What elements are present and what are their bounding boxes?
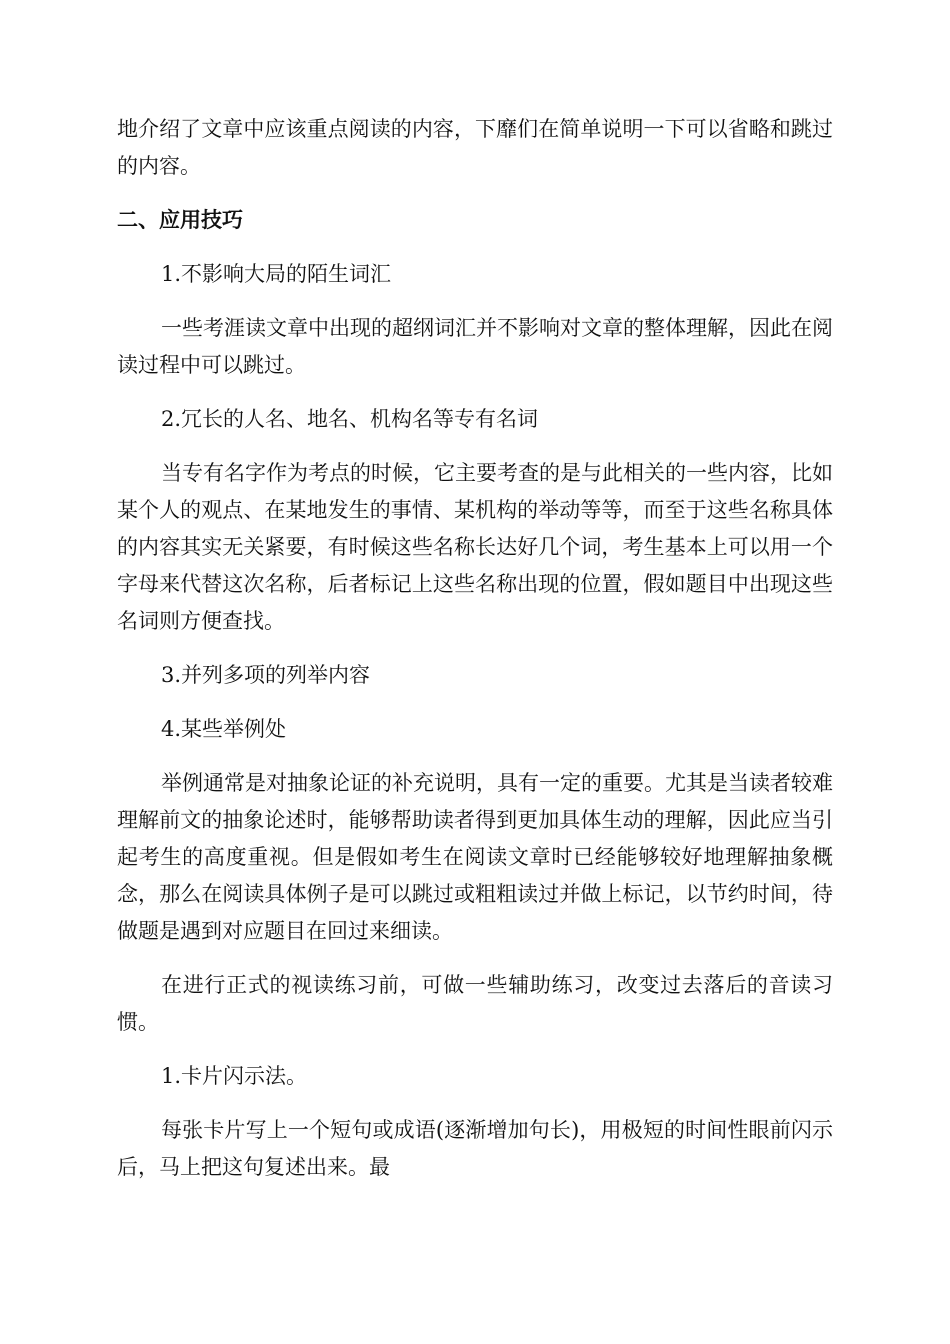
body-paragraph: 一些考涯读文章中出现的超纲词汇并不影响对文章的整体理解，因此在阅读过程中可以跳过。 (117, 316, 833, 377)
body-paragraph: 当专有名字作为考点的时候，它主要考查的是与此相关的一些内容，比如某个人的观点、在某地发生的事情、某机构的举动等等，而至于这些名称具体的内容其实无关紧要，有时候这些名称长达好几个词，考生基本上可以用一个字母来代替这次名称，后者标记上这些名称出现的位置，假如题目中出现这些名词则方便查找。 (117, 461, 833, 633)
paragraph-continuation: 地介绍了文章中应该重点阅读的内容，下靡们在简单说明一下可以省略和跳过的内容。 (117, 117, 833, 178)
paragraph-gap (117, 438, 833, 455)
paragraph-gap (117, 185, 833, 202)
paragraph-gap (117, 1095, 833, 1112)
list-item-heading: 3.并列多项的列举内容 (161, 663, 371, 687)
paragraph-gap (117, 694, 833, 711)
body-paragraph: 每张卡片写上一个短句或成语(逐渐增加句长)，用极短的时间性眼前闪示后，马上把这句复述出来。最 (117, 1118, 833, 1179)
document-body (117, 111, 833, 1186)
list-item-heading: 2.冗长的人名、地名、机构名等专有名词 (161, 407, 539, 431)
section-heading: 二、应用技巧 (117, 208, 243, 232)
body-paragraph: 在进行正式的视读练习前，可做一些辅助练习，改变过去落后的音读习惯。 (117, 973, 833, 1034)
list-item-heading: 4.某些举例处 (161, 717, 287, 741)
paragraph-gap (117, 748, 833, 765)
body-paragraph: 举例通常是对抽象论证的补充说明，具有一定的重要。尤其是当读者较难理解前文的抽象论述时，能够帮助读者得到更加具体生动的理解，因此应当引起考生的高度重视。但是假如考生在阅读文章时已经能够较好地理解抽象概念，那么在阅读具体例子是可以跳过或粗粗读过并做上标记，以节约时间，待做题是遇到对应题目在回过来细读。 (117, 771, 833, 943)
paragraph-gap (117, 293, 833, 310)
list-item-heading: 1.卡片闪示法。 (161, 1064, 308, 1088)
paragraph-gap (117, 384, 833, 401)
list-item-heading: 1.不影响大局的陌生词汇 (161, 262, 392, 286)
paragraph-gap (117, 640, 833, 657)
paragraph-gap (117, 950, 833, 967)
paragraph-gap (117, 239, 833, 256)
paragraph-gap (117, 1041, 833, 1058)
